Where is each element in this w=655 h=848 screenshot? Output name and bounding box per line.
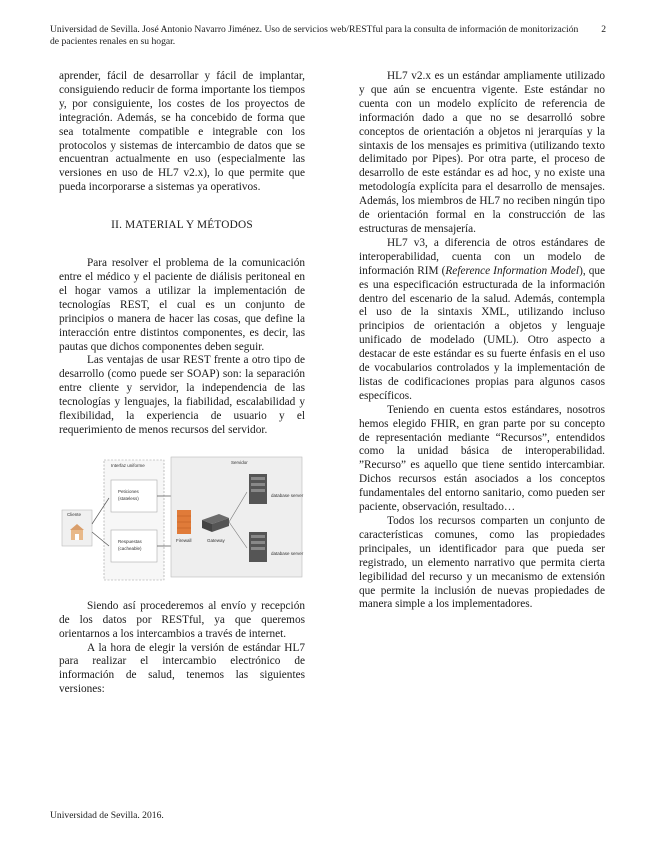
client-label: Cliente [67, 511, 82, 517]
firewall-icon [177, 510, 191, 534]
paragraph: Siendo así procederemos al envío y recepción de los datos por RESTful, ya que queremos orientarnos a los intercambios a través de internet. [59, 599, 305, 640]
text-run: ), que es una especificación estructurada de la información dentro del escenario de la salud. Además, contempla el uso de la sintaxis XML, utilizando incluso principios de orientación a objetos y lenguaje unificado de modelado (UML). Otro aspecto a destacar de este estándar es su fuerte énfasis en el uso de vocabularios controlados y la implementación de listas de codificaciones propias para algunos casos específicos. [359, 264, 605, 402]
paragraph: Las ventajas de usar REST frente a otro tipo de desarrollo (como puede ser SOAP) son: la separación entre cliente y servidor, la independencia de las tecnologías y lenguajes, la fiabilidad, escalabilidad y flexibilidad, la experiencia de usuario y el requerimiento de menos recursos del servidor. [59, 354, 305, 436]
emphasis: Reference Information Model [445, 264, 580, 277]
paragraph: A la hora de elegir la versión de estándar HL7 para realizar el intercambio electrónico de información de salud, tenemos las siguientes versiones: [59, 641, 305, 696]
db-server-label: database server [271, 550, 304, 556]
server-label: Servidor [231, 459, 248, 465]
uniform-interface-label: Interfaz uniforme [111, 462, 145, 468]
database-server-icon [249, 474, 267, 504]
page-number: 2 [601, 24, 606, 35]
rest-architecture-figure [59, 452, 305, 582]
paragraph: Teniendo en cuenta estos estándares, nosotros hemos elegido FHIR, en gran parte por su concepto de representación mediante “Recursos”, entendidos como la unidad básica de interoperabilidad. ”Recurso” es aquello que tiene sentido intercambiar. Dichos recursos están asociados a los conceptos fundamentales del entorno sanitario, como pueden ser paciente, observación, resultado… [359, 403, 605, 514]
section-title: II. MATERIAL Y MÉTODOS [111, 219, 253, 232]
paragraph: Todos los recursos comparten un conjunto de características comunes, como las propiedades principales, un identificador para que pueda ser registrado, un elemento narrativo que permita cierta legibilidad del recurso y un mecanismo de extensión que permite la inclusión de nuevas propiedades de manera simple a los implementadores. [359, 515, 605, 611]
text-run: HL7 v3, a diferencia de otros estándares de interoperabilidad, cuenta con un modelo de información RIM ( [359, 236, 605, 277]
paragraph: HL7 v2.x es un estándar ampliamente utilizado y que aún se encuentra vigente. Este estándar no cuenta con un modelo explícito de referencia de información dado a que no se desarrolló sobre conceptos de orientación a objetos ni jerarquías y la sintaxis de los mensajes es primitiva (utilizando texto delimitado por Pipes). Por otra parte, el proceso de desarrollo de este estándar es ad hoc, y no existe una metodología explícita para el desarrollo de mensajes. Además, los miembros de HL7 no reciben ningún tipo de orientación formal en la construcción de las estructuras de mensajería. [359, 70, 605, 235]
right-column [359, 70, 605, 612]
db-server-label: database server [271, 492, 304, 498]
paragraph [359, 237, 605, 404]
left-column [59, 70, 305, 697]
requests-sub: (stateless) [118, 495, 139, 501]
paragraph: aprender, fácil de desarrollar y fácil de implantar, consiguiendo reducir de forma importante los tiempos y, por consiguiente, los costes de los proyectos de integración. Además, se ha concebido de forma que sea totalmente compatible e integrable con los protocolos y sistemas de intercambio de datos que se encuentran actualmente en uso (especialmente las versiones en uso de HL7 v2.x), lo que permite que pueda incorporarse a sistemas ya operativos. [59, 70, 305, 194]
responses-label: Respuestas [118, 538, 142, 544]
firewall-label: Firewall [176, 537, 192, 543]
requests-label: Peticiones [118, 488, 139, 494]
paragraph: Para resolver el problema de la comunicación entre el médico y el paciente de diálisis peritoneal en el hogar vamos a utilizar la implementación de tecnologías REST, el cual es un conjunto de principios o manera de hacer las cosas, que define la interacción entre distintos componentes, es decir, las pautas que dichos componentes deben seguir. [59, 257, 305, 353]
rest-diagram [59, 452, 305, 582]
page-footer: Universidad de Sevilla. 2016. [50, 810, 164, 821]
gateway-label: Gateway [207, 537, 225, 543]
running-title: Universidad de Sevilla. José Antonio Navarro Jiménez. Uso de servicios web/RESTful para la consulta de información de monitorización de pacientes renales en su hogar. [50, 24, 579, 47]
running-header [50, 24, 606, 48]
database-server-icon [249, 532, 267, 562]
responses-sub: (cacheable) [118, 545, 142, 551]
